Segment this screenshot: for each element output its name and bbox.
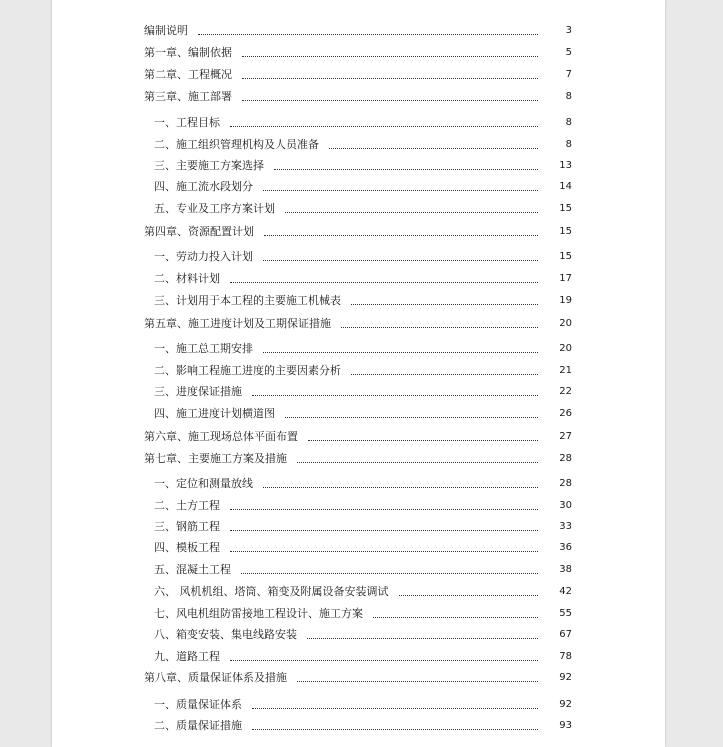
toc-page-number: 78 [559,650,572,662]
toc-entry-title: 二、土方工程 [154,499,220,512]
toc-entry-title: 四、施工进度计划横道图 [154,407,275,420]
toc-subentry[interactable] [52,495,665,515]
toc-entry[interactable] [52,20,665,40]
dot-leader [230,530,538,531]
dot-leader [230,551,538,552]
toc-entry[interactable] [52,426,665,446]
toc-entry-title: 四、施工流水段划分 [154,180,253,193]
toc-entry[interactable] [52,86,665,106]
toc-page-number: 67 [559,628,572,640]
dot-leader [308,440,538,441]
dot-leader [241,573,538,574]
toc-page-number: 15 [559,250,572,262]
toc-entry-title: 八、箱变安装、集电线路安装 [154,628,297,641]
dot-leader [242,78,538,79]
toc-page-number: 5 [565,46,572,58]
toc-page-number: 14 [559,180,572,192]
toc-entry-title: 二、影响工程施工进度的主要因素分析 [154,364,341,377]
toc-entry-title: 一、工程目标 [154,116,220,129]
toc-page-number: 17 [559,272,572,284]
toc-entry-title: 二、材料计划 [154,272,220,285]
toc-entry-title: 一、施工总工期安排 [154,342,253,355]
toc-subentry[interactable] [52,473,665,493]
toc-page-number: 8 [565,90,572,102]
toc-entry-title: 四、模板工程 [154,541,220,554]
toc-page-number: 15 [559,202,572,214]
toc-page-number: 15 [559,225,572,237]
dot-leader [373,617,538,618]
toc-entry[interactable] [52,42,665,62]
toc-subentry[interactable] [52,646,665,666]
toc-subentry[interactable] [52,403,665,423]
dot-leader [285,417,538,418]
toc-subentry[interactable] [52,268,665,288]
toc-subentry[interactable] [52,134,665,154]
toc-subentry[interactable] [52,516,665,536]
toc-subentry[interactable] [52,112,665,132]
toc-page-number: 28 [559,477,572,489]
toc-subentry[interactable] [52,176,665,196]
dot-leader [198,34,538,35]
dot-leader [230,282,538,283]
dot-leader [341,327,538,328]
dot-leader [307,638,538,639]
dot-leader [230,509,538,510]
toc-entry-title: 一、质量保证体系 [154,698,242,711]
toc-entry-title: 二、质量保证措施 [154,719,242,732]
toc-page-number: 20 [559,342,572,354]
toc-entry-title: 三、进度保证措施 [154,385,242,398]
toc-entry[interactable] [52,64,665,84]
dot-leader [230,126,538,127]
toc-entry-title: 五、专业及工序方案计划 [154,202,275,215]
toc-entry-title: 第七章、主要施工方案及措施 [144,452,287,465]
toc-entry[interactable] [52,448,665,468]
toc-entry-title: 六、 风机机组、塔筒、箱变及附属设备安装调试 [154,585,389,598]
toc-entry[interactable] [52,221,665,241]
dot-leader [351,374,538,375]
toc-entry[interactable] [52,667,665,687]
dot-leader [351,304,538,305]
toc-entry-title: 九、道路工程 [154,650,220,663]
dot-leader [263,260,538,261]
dot-leader [297,462,538,463]
toc-subentry[interactable] [52,338,665,358]
dot-leader [285,212,538,213]
table-of-contents [52,0,665,747]
dot-leader [329,148,538,149]
toc-subentry[interactable] [52,624,665,644]
toc-page-number: 13 [559,159,572,171]
toc-entry-title: 一、劳动力投入计划 [154,250,253,263]
toc-entry-title: 第一章、编制依据 [144,46,232,59]
dot-leader [252,708,538,709]
toc-entry-title: 第四章、资源配置计划 [144,225,254,238]
toc-page-number: 19 [559,294,572,306]
dot-leader [264,235,538,236]
dot-leader [252,395,538,396]
toc-entry-title: 一、定位和测量放线 [154,477,253,490]
toc-entry-title: 三、钢筋工程 [154,520,220,533]
dot-leader [263,352,538,353]
toc-entry-title: 第五章、施工进度计划及工期保证措施 [144,317,331,330]
toc-page-number: 7 [565,68,572,80]
toc-subentry[interactable] [52,559,665,579]
dot-leader [263,487,538,488]
toc-page-number: 92 [559,671,572,683]
dot-leader [297,681,538,682]
toc-subentry[interactable] [52,603,665,623]
toc-page-number: 92 [559,698,572,710]
toc-page-number: 21 [559,364,572,376]
toc-page-number: 27 [559,430,572,442]
toc-subentry[interactable] [52,155,665,175]
toc-entry-title: 第六章、施工现场总体平面布置 [144,430,298,443]
toc-page-number: 3 [565,24,572,36]
dot-leader [399,595,539,596]
toc-entry-title: 编制说明 [144,24,188,37]
toc-subentry[interactable] [52,694,665,714]
toc-subentry[interactable] [52,360,665,380]
toc-page-number: 38 [559,563,572,575]
toc-entry-title: 七、风电机组防雷接地工程设计、施工方案 [154,607,363,620]
toc-entry-title: 第二章、工程概况 [144,68,232,81]
toc-page-number: 22 [559,385,572,397]
dot-leader [252,729,538,730]
toc-entry-title: 二、施工组织管理机构及人员准备 [154,138,319,151]
dot-leader [242,100,538,101]
dot-leader [230,660,538,661]
toc-subentry[interactable] [52,198,665,218]
dot-leader [263,190,538,191]
document-page [52,0,665,747]
toc-entry-title: 三、计划用于本工程的主要施工机械表 [154,294,341,307]
toc-entry-title: 五、混凝土工程 [154,563,231,576]
toc-page-number: 28 [559,452,572,464]
toc-entry-title: 三、主要施工方案选择 [154,159,264,172]
toc-entry-title: 第八章、质量保证体系及措施 [144,671,287,684]
dot-leader [274,169,538,170]
toc-page-number: 33 [559,520,572,532]
toc-page-number: 36 [559,541,572,553]
toc-entry[interactable] [52,313,665,333]
toc-subentry[interactable] [52,246,665,266]
toc-subentry[interactable] [52,381,665,401]
toc-page-number: 42 [559,585,572,597]
toc-subentry[interactable] [52,537,665,557]
toc-page-number: 93 [559,719,572,731]
toc-subentry[interactable] [52,715,665,735]
toc-page-number: 8 [565,116,572,128]
toc-page-number: 8 [565,138,572,150]
toc-subentry[interactable] [52,290,665,310]
toc-page-number: 20 [559,317,572,329]
toc-page-number: 30 [559,499,572,511]
toc-page-number: 26 [559,407,572,419]
toc-page-number: 55 [559,607,572,619]
toc-subentry[interactable] [52,581,665,601]
dot-leader [242,56,538,57]
toc-entry-title: 第三章、施工部署 [144,90,232,103]
